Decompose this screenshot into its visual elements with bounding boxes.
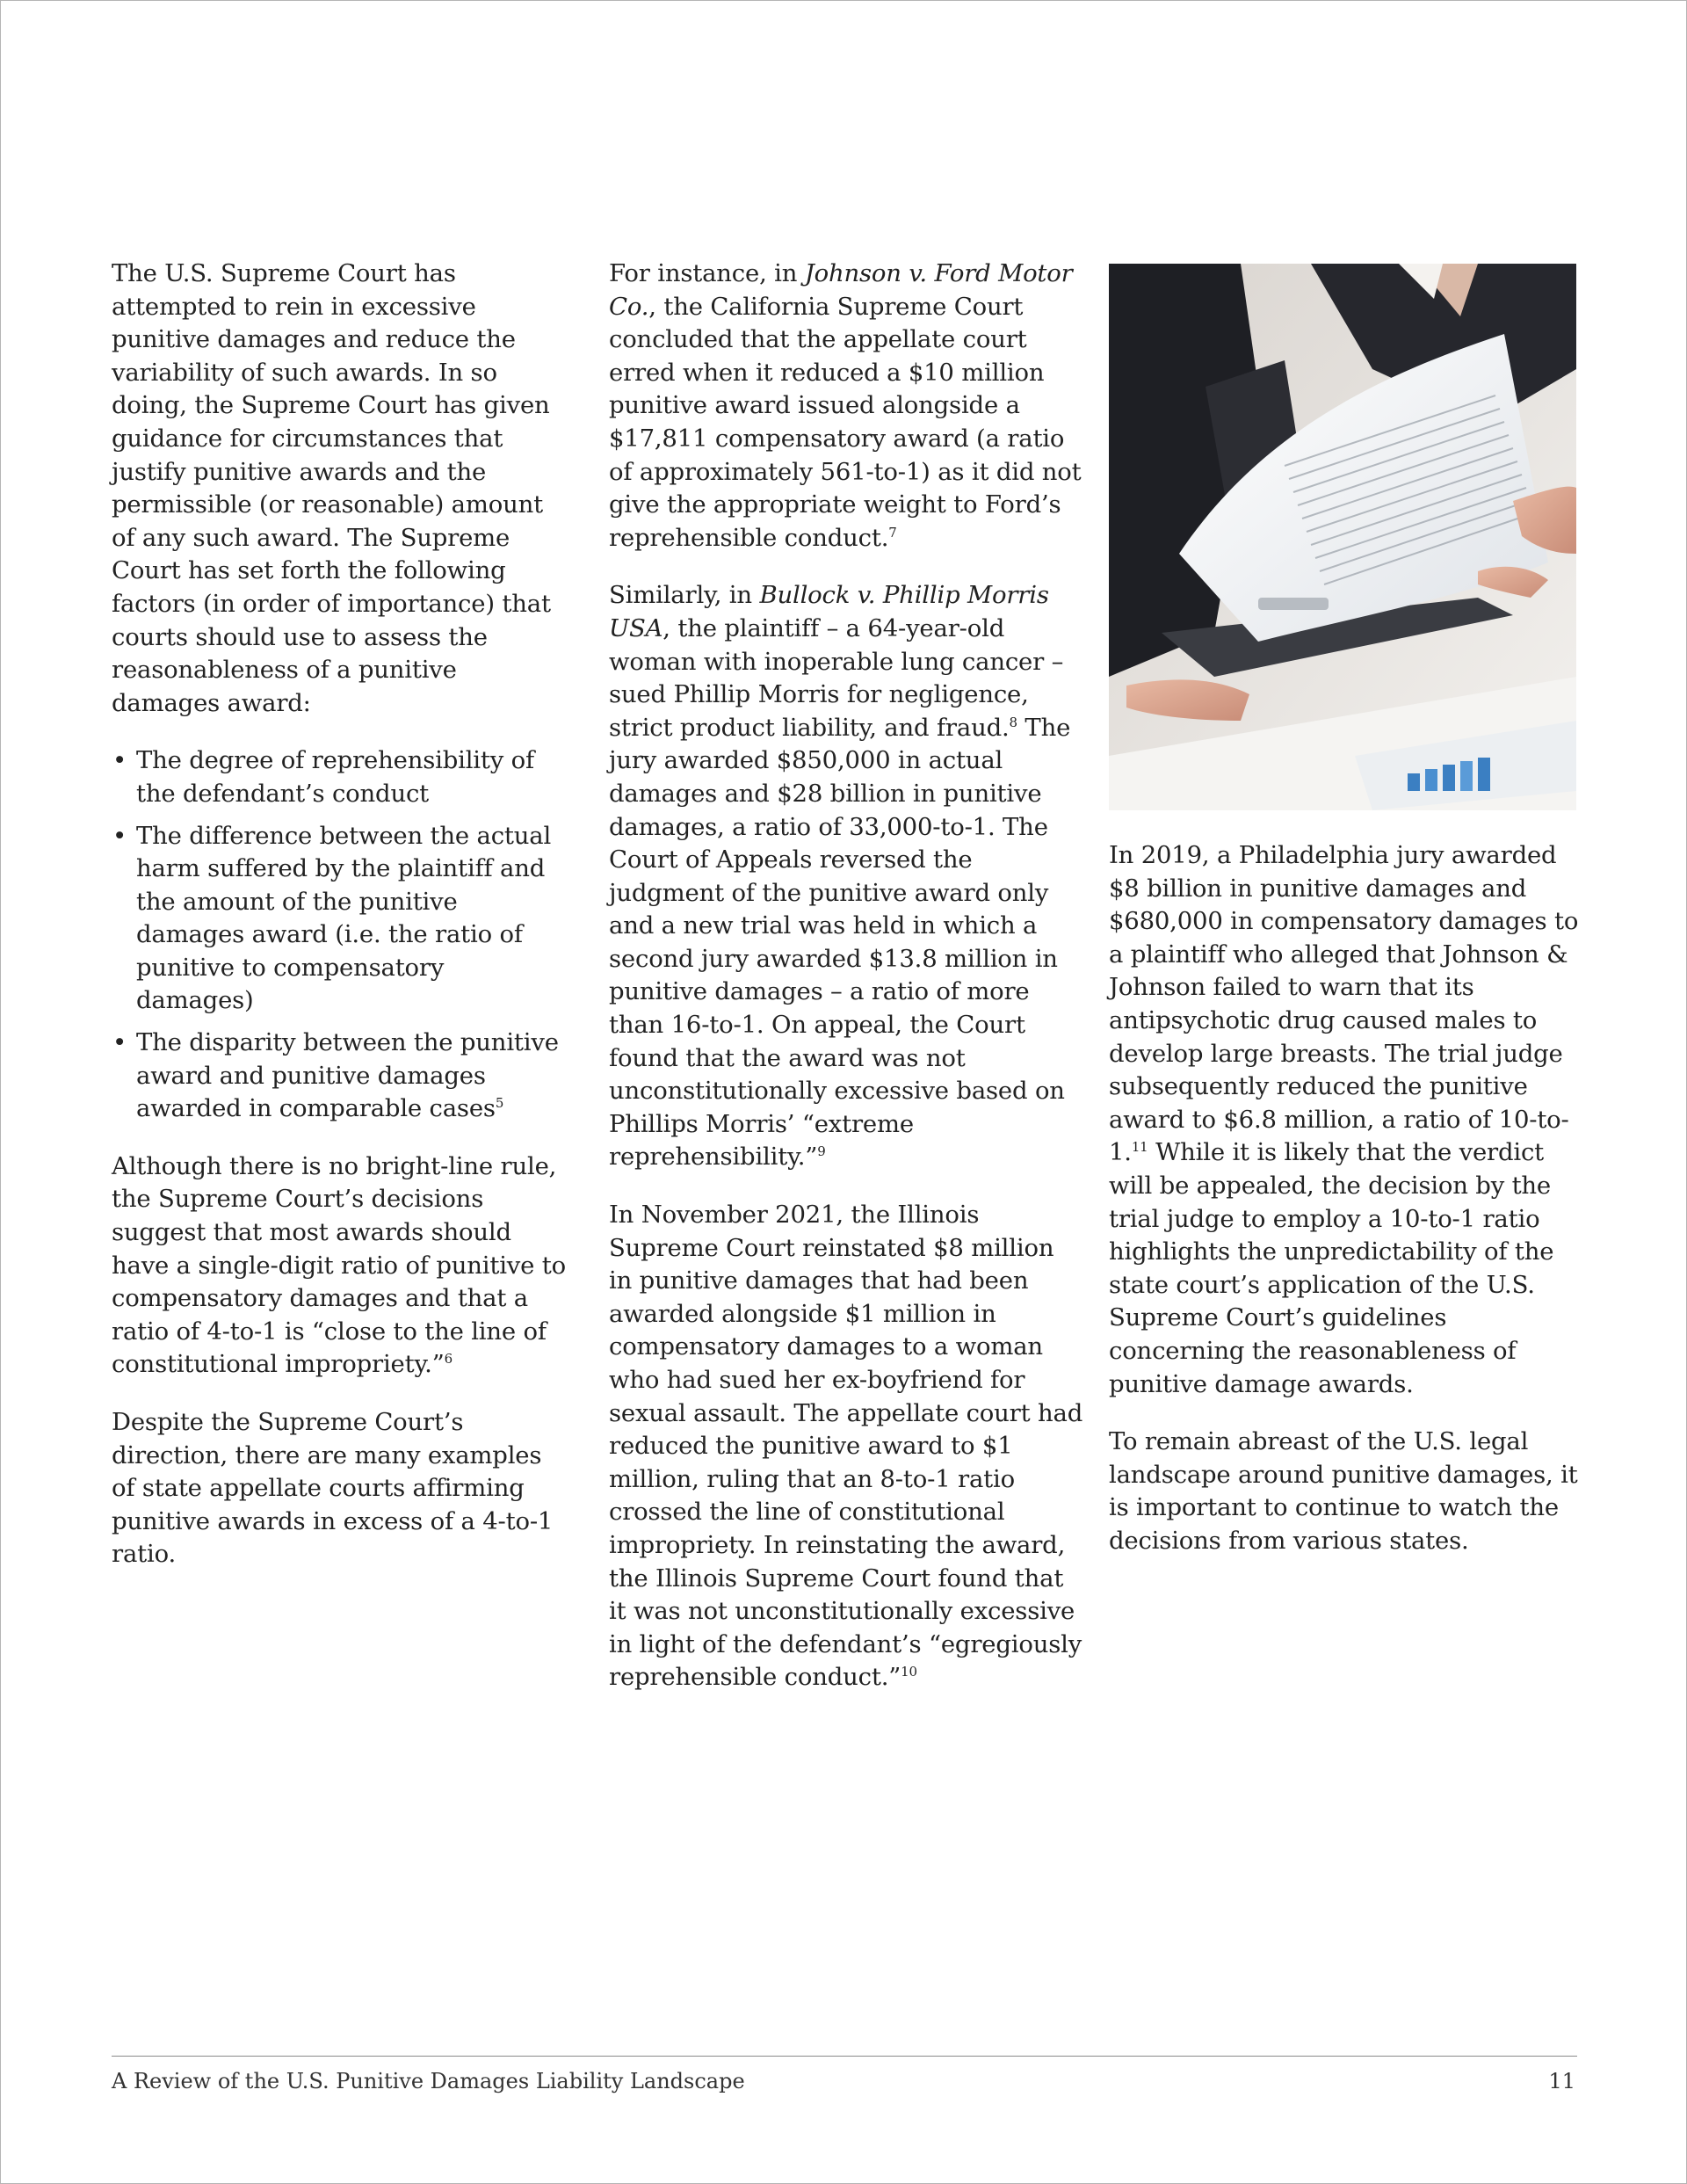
paragraph	[609, 579, 1083, 1174]
document-review-photo	[1109, 264, 1576, 810]
list-item	[136, 1027, 568, 1126]
paragraph-text: The jury awarded $850,000 in actual damages and $28 billion in punitive damages, a ratio of 33,000-to-1. The Court of Appeals reversed the judgment of the punitive award only and a new trial was held in which a second jury awarded $13.8 million in punitive damages – a ratio of more than 16-to-1. On appeal, the Court found that the award was not unconstitutionally excessive based on Phillips Morris’ “extreme reprehensibility.”	[609, 713, 1071, 1172]
text-column-2	[609, 258, 1083, 1719]
list-item-text: The disparity between the punitive award and punitive damages awarded in comparable cases	[136, 1028, 559, 1123]
list-item-text: The difference between the actual harm suffered by the plaintiff and the amount of the punitive damages award (i.e. the ratio of punitive to compensatory damages)	[136, 821, 552, 1015]
footnote-ref[interactable]: 9	[817, 1143, 826, 1160]
paragraph	[609, 1199, 1083, 1694]
paragraph: The U.S. Supreme Court has attempted to rein in excessive punitive damages and reduce the variability of such awards. In so doing, the Supreme Court has given guidance for circumstances that justify punitive awards and the permissible (or reasonable) amount of any such award. The Supreme Court has set forth the following factors (in order of importance) that courts should use to assess the reasonableness of a punitive damages award:	[112, 259, 551, 717]
paragraph-text: Although there is no bright-line rule, the Supreme Court’s decisions suggest that most awards should have a single-digit ratio of punitive to compensatory damages and that a ratio of 4-to-1 is “close to the line of constitutional impropriety.”	[112, 1151, 566, 1379]
page-number: 11	[1548, 2069, 1575, 2093]
paragraph: To remain abreast of the U.S. legal landscape around punitive damages, it is important to continue to watch the decisions from various states.	[1109, 1427, 1578, 1555]
paragraph	[112, 1150, 568, 1382]
footer-divider	[112, 2056, 1577, 2057]
footnote-ref[interactable]: 10	[901, 1664, 917, 1680]
footnote-ref[interactable]: 6	[444, 1351, 453, 1368]
footnote-ref[interactable]: 11	[1131, 1139, 1148, 1156]
case-name: Bullock v. Phillip Morris USA	[609, 581, 1049, 642]
paragraph-text: , the plaintiff – a 64-year-old woman with inoperable lung cancer – sued Phillip Morris for negligence, strict product liability, and fraud.	[609, 613, 1064, 742]
paragraph-text: In November 2021, the Illinois Supreme Court reinstated $8 million in punitive damages that had been awarded alongside $1 million in compensatory damages to a woman who had sued her ex-boyfriend for sexual assault. The appellate court had reduced the punitive award to $1 million, ruling that an 8-to-1 ratio crossed the line of constitutional impropriety. In reinstating the award, the Illinois Supreme Court found that it was not unconstitutionally excessive in light of the defendant’s “egregiously reprehensible conduct.”	[609, 1201, 1083, 1692]
paragraph-text: Similarly, in	[609, 581, 760, 610]
factor-list	[112, 744, 568, 1126]
paragraph-text: In 2019, a Philadelphia jury awarded $8 billion in punitive damages and $680,000 in compensatory damages to a plaintiff who alleged that Johnson & Johnson failed to warn that its antipsychotic drug caused males to develop large breasts. The trial judge subsequently reduced the punitive award to $6.8 million, a ratio of 10-to-1.	[1109, 841, 1579, 1167]
paragraph	[1109, 839, 1579, 1401]
footer-document-title: A Review of the U.S. Punitive Damages Liability Landscape	[112, 2069, 745, 2093]
text-column-3	[1109, 839, 1579, 1582]
paragraph-text: While it is likely that the verdict will be appealed, the decision by the trial judge to employ a 10-to-1 ratio highlights the unpredictability of the state court’s application of the U.S. Supreme Court’s guidelines concerning the reasonableness of punitive damage awards.	[1109, 1138, 1554, 1398]
paragraph: Despite the Supreme Court’s direction, there are many examples of state appellate courts affirming punitive awards in excess of a 4-to-1 ratio.	[112, 1408, 554, 1569]
paragraph	[609, 258, 1083, 555]
footnote-ref[interactable]: 5	[495, 1095, 504, 1112]
text-column-1	[112, 258, 568, 1596]
paragraph-text: For instance, in	[609, 259, 805, 287]
list-item-text: The degree of reprehensibility of the defendant’s conduct	[136, 746, 534, 808]
paragraph-text: , the California Supreme Court concluded that the appellate court erred when it reduced a $10 million punitive award issued alongside a $17,811 compensatory award (a ratio of approximately 561-to-1) as it did not give the appropriate weight to Ford’s reprehensible conduct.	[609, 292, 1082, 552]
list-item	[136, 744, 568, 810]
list-item	[136, 820, 568, 1019]
footnote-ref[interactable]: 7	[888, 524, 897, 541]
case-name: Johnson v. Ford Motor Co.	[609, 259, 1073, 321]
footnote-ref[interactable]: 8	[1009, 714, 1017, 730]
